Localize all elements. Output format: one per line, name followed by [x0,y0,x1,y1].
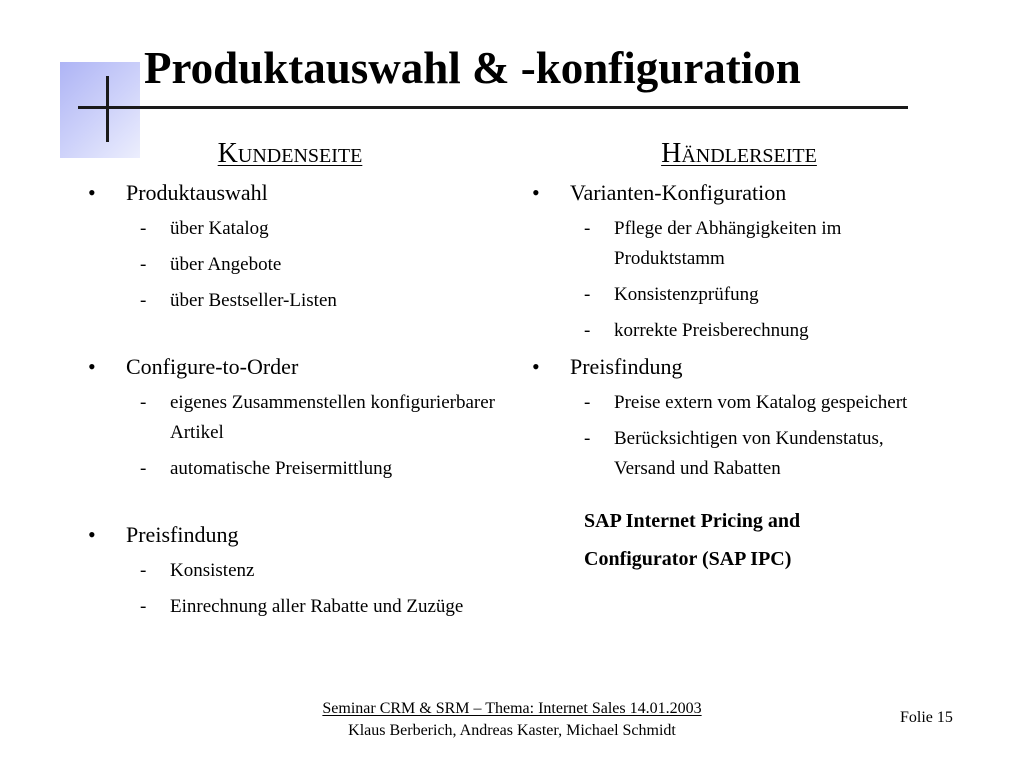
bullet-marker: • [88,522,96,547]
slide-title: Produktauswahl & -konfiguration [144,43,801,93]
left-column-heading: Kundenseite [217,138,363,169]
sub-list [88,388,508,484]
dash-marker: - [584,428,591,449]
sub-item-text: automatische Preisermittlung [170,458,393,479]
bullet-item [88,178,508,208]
bullet-item [88,520,508,550]
footer-authors-line: Klaus Berberich, Andreas Kaster, Michael Schmidt [348,722,676,739]
dash-marker: - [140,458,147,479]
sub-list [532,214,912,346]
bullet-label: Preisfindung [570,354,683,379]
footer-seminar-line: Seminar CRM & SRM – Thema: Internet Sales 14.01.2003 [322,700,702,717]
slide-footer [262,698,762,742]
sub-item [584,424,912,484]
sub-item [584,388,912,418]
sub-list [88,556,508,622]
sap-ipc-note-line-2: Configurator (SAP IPC) [584,548,792,570]
sub-item-text: über Bestseller-Listen [170,290,337,311]
dash-marker: - [140,596,147,617]
sub-item-text: Berücksichtigen von Kundenstatus, Versand und Rabatten [614,428,884,479]
sub-item-text: Konsistenz [170,560,255,581]
dash-marker: - [584,392,591,413]
bullet-label: Configure-to-Order [126,354,299,379]
sub-item [140,592,508,622]
left-group-produktauswahl [88,178,508,316]
sub-item [140,388,508,448]
right-column [532,136,912,578]
sub-item-text: über Angebote [170,254,282,275]
sub-item [140,286,508,316]
dash-marker: - [140,392,147,413]
bullet-label: Produktauswahl [126,180,268,205]
bullet-item [532,178,912,208]
sub-item [140,250,508,280]
sub-item-text: eigenes Zusammenstellen konfigurierbarer Artikel [170,392,495,443]
title-decoration-vertical-line [106,76,109,142]
dash-marker: - [584,284,591,305]
sub-item [140,214,508,244]
left-column [88,136,508,628]
sub-item [584,316,912,346]
sub-list [532,388,912,484]
bullet-label: Preisfindung [126,522,239,547]
sap-ipc-note-line-1: SAP Internet Pricing and [584,510,801,532]
dash-marker: - [584,320,591,341]
dash-marker: - [140,254,147,275]
right-group-varianten-konfiguration [532,178,912,346]
right-column-heading: Händlerseite [661,138,817,169]
bullet-marker: • [88,180,96,205]
dash-marker: - [140,218,147,239]
dash-marker: - [140,290,147,311]
bullet-label: Varianten-Konfiguration [570,180,787,205]
bullet-item [88,352,508,382]
slide-number: Folie 15 [900,709,953,726]
dash-marker: - [140,560,147,581]
left-group-configure-to-order [88,352,508,484]
sub-item [584,214,912,274]
bullet-marker: • [532,354,540,379]
spacer [532,490,912,502]
bullet-marker: • [532,180,540,205]
sub-item-text: über Katalog [170,218,269,239]
sub-list [88,214,508,316]
spacer [88,322,508,352]
sub-item-text: korrekte Preisberechnung [614,320,809,341]
bullet-marker: • [88,354,96,379]
left-group-preisfindung [88,520,508,622]
sub-item-text: Preise extern vom Katalog gespeichert [614,392,908,413]
sub-item [584,280,912,310]
spacer [88,490,508,520]
sub-item-text: Konsistenzprüfung [614,284,759,305]
bullet-item [532,352,912,382]
sub-item [140,454,508,484]
title-underline-rule [78,106,908,109]
right-group-preisfindung [532,352,912,484]
sub-item-text: Pflege der Abhängigkeiten im Produktstamm [614,218,842,269]
sub-item [140,556,508,586]
sub-item-text: Einrechnung aller Rabatte und Zuzüge [170,596,464,617]
dash-marker: - [584,218,591,239]
